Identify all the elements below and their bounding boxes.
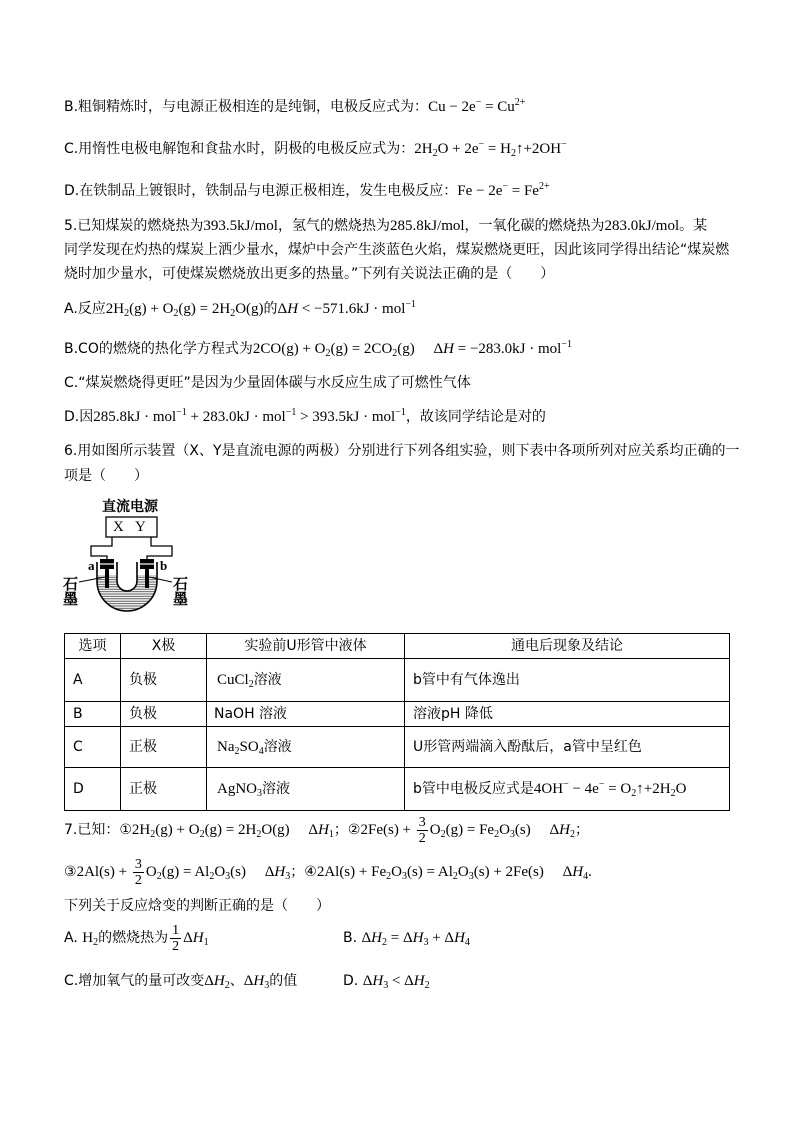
subscript: 3 [285, 871, 291, 882]
subscript: 2 [209, 871, 215, 882]
formula-text: O [499, 822, 510, 838]
text-run: B.CO的燃烧的热化学方程式为 [64, 341, 253, 357]
formula-text: Δ [204, 973, 214, 989]
subscript: 2 [230, 308, 236, 319]
italic-variable: H [412, 930, 424, 946]
table-cell-x-pole [121, 768, 207, 811]
text-run: NaOH 溶液 [214, 706, 288, 722]
subscript: 3 [264, 980, 270, 991]
formula-text: = O [604, 781, 632, 797]
formula-text: (g) = Al [161, 864, 210, 880]
subscript: 2 [325, 348, 331, 359]
q5-stem-line [64, 216, 707, 236]
subscript: 3 [225, 871, 231, 882]
formula-text: 2H [414, 141, 433, 157]
text-run: 的 [263, 301, 278, 317]
formula-text: . [588, 864, 592, 880]
q7-option-c [64, 971, 297, 991]
table-cell-option [65, 659, 121, 702]
formula-text: Δ [183, 930, 193, 946]
text-run: 溶液pH 降低 [413, 706, 493, 722]
superscript: − [561, 139, 567, 150]
formula-text: O [214, 864, 226, 880]
electrolysis-apparatus-figure [58, 493, 198, 615]
text-run: 7.已知：① [64, 822, 132, 838]
text-run: ；④ [290, 864, 317, 880]
formula-text: + Δ [428, 930, 455, 946]
subscript: 3 [257, 788, 262, 799]
formula-text: 2Fe(s) + [360, 822, 415, 838]
fraction-denominator: 2 [172, 938, 180, 954]
fraction-denominator: 2 [418, 830, 426, 846]
table-header-liquid: 实验前U形管中液体 [207, 634, 405, 659]
q5-stem-line [64, 240, 729, 260]
power-supply-label: 直流电源 [102, 499, 158, 515]
formula-text: AgNO [217, 781, 257, 797]
formula-text: O [429, 822, 441, 838]
prev-option-b [64, 97, 525, 117]
formula-text: (s) Δ [230, 864, 275, 880]
formula-text: (g) = 2CO [330, 341, 393, 357]
text-run: 溶液 [253, 672, 282, 688]
italic-variable: H [372, 973, 384, 989]
subscript: 2 [432, 148, 438, 159]
formula-text: Δ [361, 930, 372, 946]
text-run: 正极 [129, 739, 157, 755]
italic-variable: H [454, 930, 465, 946]
q7-option-d [343, 971, 430, 991]
formula-text: (g) + O [129, 301, 174, 317]
q5-option-d [64, 407, 546, 427]
q6-stem-line [64, 441, 740, 461]
superscript: −1 [395, 407, 406, 418]
superscript: −1 [176, 407, 187, 418]
table-cell-result [405, 768, 730, 811]
formula-text: O(g) [235, 301, 264, 317]
subscript: 2 [440, 829, 446, 840]
text-run: C.增加氧气的量可改变 [64, 973, 205, 989]
q7-given-line [64, 815, 589, 845]
formula-text: O [391, 864, 402, 880]
wire-right [147, 537, 172, 560]
table-cell-x-pole [121, 659, 207, 702]
text-run: ，一氧化碳的燃烧热为 [464, 218, 605, 234]
formula-text: (g) = 2H [204, 822, 257, 838]
text-run: 下列关于反应焓变的判断正确的是（ ） [64, 898, 330, 914]
formula-text: ↑+2H [636, 781, 671, 797]
formula-text: = H [484, 141, 511, 157]
italic-variable: H [253, 973, 265, 989]
subscript: 3 [401, 871, 407, 882]
subscript: 2 [199, 829, 205, 840]
table-header-row [65, 634, 730, 659]
formula-text: (g) = 2H [178, 301, 231, 317]
subscript: 2 [670, 788, 676, 799]
text-run: C.“煤炭燃烧得更旺”是因为少量固体碳与水反应生成了可燃性气体 [64, 375, 471, 391]
wire-left [91, 537, 112, 560]
graphite-right-label: 石墨 [171, 576, 189, 606]
table-cell-x-pole [121, 727, 207, 768]
subscript: 3 [509, 829, 515, 840]
formula-text: SO [239, 739, 259, 755]
terminal-x-label: X [113, 519, 124, 535]
formula-text: = Δ [387, 930, 413, 946]
formula-text: 2H [131, 822, 151, 838]
table-cell-liquid [207, 702, 405, 727]
italic-variable: H [572, 864, 584, 880]
text-run: D.在铁制品上镀银时，铁制品与电源正极相连，发生电极反应： [64, 183, 458, 199]
formula-text: = −283.0kJ · mol [454, 341, 562, 357]
table-cell-option [65, 702, 121, 727]
electrode-b-label: b [160, 558, 168, 573]
formula-text: Δ [243, 973, 254, 989]
superscript: −1 [405, 299, 417, 310]
text-run: 。某 [679, 218, 708, 234]
italic-variable: H [274, 864, 286, 880]
subscript: 2 [124, 308, 130, 319]
formula-text: Na [217, 739, 235, 755]
subscript: 4 [258, 746, 264, 757]
q5-stem-line [64, 264, 554, 284]
italic-variable: H [443, 341, 455, 357]
text-run: D.因 [64, 409, 94, 425]
fraction [133, 858, 144, 887]
italic-variable: H [192, 930, 204, 946]
table-header-x-pole: X极 [121, 634, 207, 659]
text-run: ，故该同学结论是对的 [405, 409, 546, 425]
text-run: 溶液 [262, 781, 290, 797]
formula-text: Cu − 2e [428, 99, 476, 115]
text-run: 项是（ ） [64, 468, 148, 484]
text-run: D [73, 781, 84, 797]
table-row [65, 727, 730, 768]
subscript: 2 [173, 308, 179, 319]
table-cell-option [65, 768, 121, 811]
subscript: 2 [256, 829, 262, 840]
terminal-y-label: Y [135, 519, 146, 535]
text-run: 6.用如图所示装置（X、Y是直流电源的两极）分别进行下列各组实验，则下表中各项所列对应关系均正确的一 [64, 443, 740, 459]
text-run: C.用惰性电极电解饱和食盐水时，阴极的电极反应式为： [64, 141, 415, 157]
subscript: 2 [248, 679, 254, 690]
formula-text: Δ [362, 973, 373, 989]
q5-option-c [64, 373, 471, 393]
experiment-table [64, 633, 730, 811]
formula-text: (g) = Fe [445, 822, 495, 838]
subscript: 3 [383, 980, 389, 991]
q6-stem-line [64, 466, 148, 486]
prev-option-d [64, 181, 550, 201]
q7-option-a [64, 923, 209, 953]
subscript: 3 [468, 871, 474, 882]
text-run: ，氢气的燃烧热为 [277, 218, 390, 234]
formula-text: + 283.0kJ · mol [186, 409, 286, 425]
italic-variable: H [318, 822, 329, 838]
subscript: 2 [392, 348, 398, 359]
q5-option-a [64, 299, 416, 319]
table-cell-option [65, 727, 121, 768]
superscript: − [475, 97, 482, 108]
italic-variable: H [371, 930, 383, 946]
superscript: −1 [285, 407, 297, 418]
subscript: 4 [583, 871, 589, 882]
text-run: B.粗铜精炼时，与电源正极相连的是纯铜，电极反应式为： [64, 99, 429, 115]
subscript: 2 [452, 871, 458, 882]
formula-text: 4OH [533, 781, 564, 797]
text-run: B [73, 706, 83, 722]
formula-text: = Fe [508, 183, 539, 199]
formula-text: 2Al(s) + Fe [316, 864, 387, 880]
fraction-numerator: 3 [418, 814, 426, 830]
fraction [417, 816, 428, 845]
text-run: 负极 [129, 672, 157, 688]
superscript: − [598, 779, 605, 790]
text-run: ③ [64, 864, 77, 880]
subscript: 3 [423, 937, 429, 948]
q7-question-line [64, 896, 330, 916]
subscript: 2 [570, 829, 575, 840]
italic-variable: H [287, 301, 299, 317]
subscript: 4 [464, 937, 470, 948]
table-cell-result [405, 702, 730, 727]
text-run: 5.已知煤炭的燃烧热为 [64, 218, 204, 234]
subscript: 1 [203, 937, 209, 948]
italic-variable: H [559, 822, 570, 838]
table-header-option: 选项 [65, 634, 121, 659]
superscript: 2+ [538, 181, 550, 192]
table-row [65, 702, 730, 727]
table-cell-result [405, 727, 730, 768]
superscript: −1 [561, 339, 572, 350]
graphite-left-label: 石墨 [61, 576, 79, 606]
text-run: b管中电极反应式是 [413, 781, 534, 797]
formula-text: (s) Δ [514, 822, 560, 838]
q5-option-b [64, 339, 572, 359]
superscript: − [502, 181, 508, 192]
text-run: ； [575, 822, 589, 838]
text-run: 正极 [129, 781, 157, 797]
text-run: A.反应 [64, 301, 106, 317]
formula-text: O [675, 781, 687, 797]
subscript: 2 [93, 937, 99, 948]
text-run: 的值 [269, 973, 298, 989]
formula-text: (s) = Al [406, 864, 453, 880]
text-run: B. [343, 930, 362, 946]
subscript: 2 [386, 871, 392, 882]
subscript: 2 [156, 871, 162, 882]
formula-text: (s) + 2Fe(s) Δ [473, 864, 573, 880]
table-cell-result [405, 659, 730, 702]
fraction-numerator: 3 [134, 856, 142, 872]
table-row [65, 768, 730, 811]
text-run: 同学发现在灼热的煤炭上洒少量水，煤炉中会产生淡蓝色火焰，煤炭燃烧更旺，因此该同学得出结论“煤炭燃 [64, 242, 730, 258]
electrode-a-label: a [88, 558, 95, 573]
subscript: 2 [234, 746, 240, 757]
superscript: − [478, 139, 485, 150]
formula-text: H [82, 930, 94, 946]
superscript: 2+ [514, 97, 526, 108]
formula-text: O + 2e [437, 141, 479, 157]
text-run: 的燃烧热为 [98, 930, 169, 946]
text-run: A [73, 672, 83, 688]
formula-text: 2Al(s) + [76, 864, 131, 880]
subscript: 2 [510, 148, 516, 159]
formula-text: 285.8kJ/mol [389, 218, 465, 234]
formula-text: (g) + O [155, 822, 200, 838]
text-run: 烧时加少量水，可使煤炭燃烧放出更多的热量。”下列有关说法正确的是（ ） [64, 266, 555, 282]
superscript: − [563, 779, 569, 790]
formula-text: CuCl [217, 672, 249, 688]
text-run: 溶液 [263, 739, 292, 755]
text-run: A. [64, 930, 83, 946]
formula-text: ↑+2OH [515, 141, 562, 157]
formula-text: Fe − 2e [457, 183, 503, 199]
text-run: 负极 [129, 706, 157, 722]
formula-text: 283.0kJ/mol [604, 218, 680, 234]
prev-option-c [64, 139, 567, 159]
italic-variable: H [413, 973, 425, 989]
subscript: 2 [631, 788, 637, 799]
subscript: 2 [224, 980, 230, 991]
formula-text: O(g) Δ [261, 822, 319, 838]
subscript: 1 [328, 829, 334, 840]
table-cell-liquid [207, 768, 405, 811]
table-row [65, 659, 730, 702]
formula-text: Δ [277, 301, 288, 317]
fraction [170, 924, 181, 953]
text-run: ；② [333, 822, 361, 838]
formula-text: 2H [105, 301, 125, 317]
formula-text: 2CO(g) + O [252, 341, 326, 357]
formula-text: 393.5kJ/mol [203, 218, 278, 234]
electrode-b [145, 568, 149, 588]
text-run: U形管两端滴入酚酞后，a管中呈红色 [413, 739, 642, 755]
formula-text: > 393.5kJ · mol [296, 409, 396, 425]
formula-text: < −571.6kJ · mol [298, 301, 406, 317]
subscript: 2 [424, 980, 430, 991]
electrode-a [105, 568, 109, 588]
formula-text: = Cu [481, 99, 515, 115]
formula-text: 285.8kJ · mol [93, 409, 177, 425]
formula-text: − 4e [568, 781, 599, 797]
table-cell-liquid [207, 727, 405, 768]
text-run: 、 [229, 973, 244, 989]
u-tube-inner-wall [117, 562, 137, 591]
q7-option-b [343, 923, 470, 953]
italic-variable: H [213, 973, 225, 989]
table-cell-x-pole [121, 702, 207, 727]
fraction-numerator: 1 [172, 922, 180, 938]
table-header-result: 通电后现象及结论 [405, 634, 730, 659]
table-cell-liquid [207, 659, 405, 702]
q7-given-line [64, 857, 592, 887]
fraction-denominator: 2 [134, 872, 142, 888]
text-run: C [73, 739, 83, 755]
subscript: 2 [150, 829, 156, 840]
formula-text: < Δ [388, 973, 414, 989]
formula-text: O [457, 864, 469, 880]
formula-text: (g) Δ [397, 341, 444, 357]
formula-text: O [145, 864, 157, 880]
text-run: D. [343, 973, 363, 989]
subscript: 2 [382, 937, 388, 948]
text-run: b管中有气体逸出 [413, 672, 520, 688]
subscript: 2 [494, 829, 500, 840]
